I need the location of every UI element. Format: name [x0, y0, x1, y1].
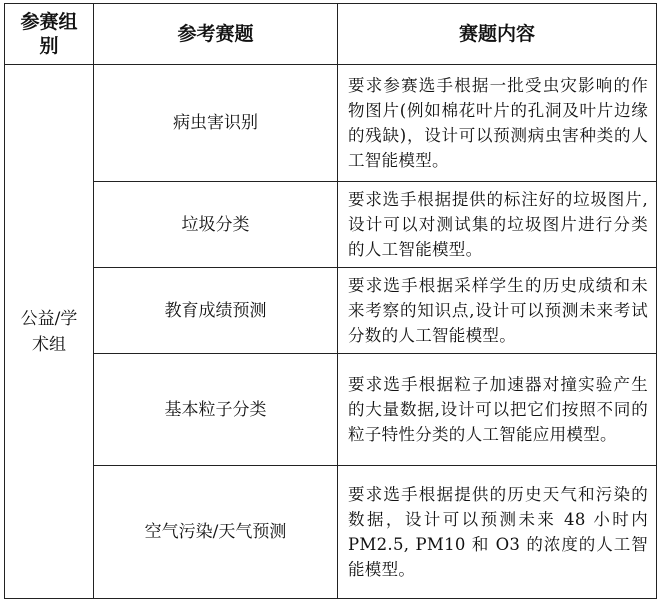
header-row: [5, 4, 657, 65]
topic-cell: 空气污染/天气预测: [94, 466, 338, 599]
content-cell: 要求选手根据采样学生的历史成绩和未来考察的知识点,设计可以预测未来考试分数的人工智能模型。: [338, 268, 657, 354]
topic-cell: 基本粒子分类: [94, 354, 338, 466]
table-row: [5, 466, 657, 599]
table-row: [5, 268, 657, 354]
topic-cell: 垃圾分类: [94, 182, 338, 268]
table-row: [5, 182, 657, 268]
group-cell: 公益/学术组: [5, 65, 94, 599]
topic-cell: 教育成绩预测: [94, 268, 338, 354]
header-topic: 参考赛题: [94, 4, 338, 65]
table-row: [5, 354, 657, 466]
topic-cell: 病虫害识别: [94, 65, 338, 182]
competition-topics-table: [4, 3, 657, 599]
table-row: [5, 65, 657, 182]
content-cell: 要求选手根据粒子加速器对撞实验产生的大量数据,设计可以把它们按照不同的粒子特性分类的人工智能应用模型。: [338, 354, 657, 466]
header-group: 参赛组别: [5, 4, 94, 65]
content-cell: 要求选手根据提供的历史天气和污染的数据，设计可以预测未来 48 小时内 PM2.5, PM10 和 O3 的浓度的人工智能模型。: [338, 466, 657, 599]
content-cell: 要求选手根据提供的标注好的垃圾图片,设计可以对测试集的垃圾图片进行分类的人工智能模型。: [338, 182, 657, 268]
header-content: 赛题内容: [338, 4, 657, 65]
content-cell: 要求参赛选手根据一批受虫灾影响的作物图片(例如棉花叶片的孔洞及叶片边缘的残缺)，设计可以预测病虫害种类的人工智能模型。: [338, 65, 657, 182]
